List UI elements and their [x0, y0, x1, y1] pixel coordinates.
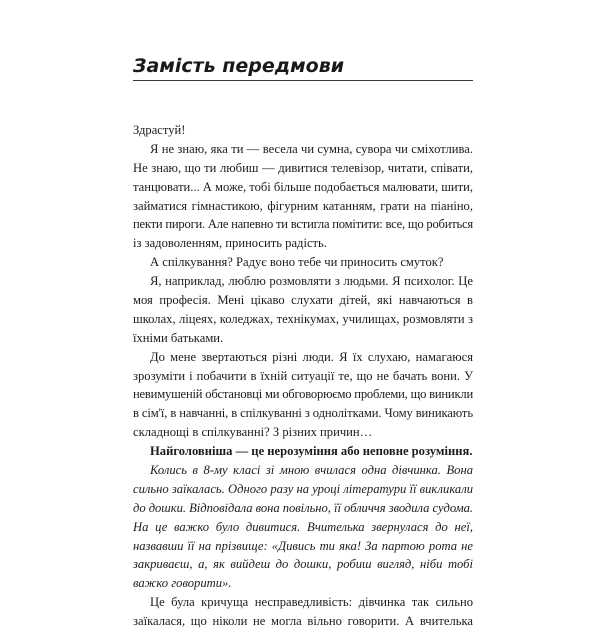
text-line: невимушеній обстановці ми обговорюємо проблеми, що виникли: [133, 387, 473, 402]
text-line: А спілкування? Радує воно тебе чи приносить смуток?: [150, 255, 444, 270]
text-line: Я не знаю, яка ти — весела чи сумна, сувора чи сміхотлива.: [150, 141, 473, 156]
text-line: школах, ліцеях, коледжах, технікумах, училищах, розмовляти з: [133, 311, 473, 326]
text-line: Я, наприклад, люблю розмовляти з людьми. Я психолог. Це: [150, 274, 473, 289]
text-line: моя професія. Мені цікаво слухати дітей, які навчаються в: [133, 293, 473, 308]
text-line: сильно заїкалась. Одного разу на уроці літератури її викликали: [133, 481, 473, 496]
paragraph: [133, 593, 473, 631]
text-line: Найголовніша — це нерозуміння або неповне розуміння.: [150, 444, 473, 459]
text-line: Не знаю, що ти любиш — дивитися телевізор, читати, співати,: [133, 160, 473, 175]
heading-underline: [133, 80, 473, 81]
paragraph: [133, 253, 473, 272]
text-line: зрозуміти і побачити в їхній ситуації те, що не бачать вони. У: [133, 368, 473, 383]
text-line: На це важко було дивитися. Вчителька звернулася до неї,: [133, 519, 473, 534]
page-body: [133, 121, 473, 631]
text-line: танцювати... А може, тобі більше подобається малювати, шити,: [133, 179, 473, 194]
text-line: Колись в 8-му класі зі мною вчилася одна дівчинка. Вона: [150, 463, 473, 478]
chapter-heading: Замість передмови: [133, 55, 345, 77]
text-line: закриваєш, а, як вийдеш до дошки, робиш вигляд, ніби тобі: [133, 557, 473, 572]
text-line: із задоволенням, приносить радість.: [133, 236, 327, 251]
paragraph: [133, 442, 473, 461]
text-line: Це була кричуща несправедливість: дівчинка так сильно: [150, 595, 473, 610]
text-line: займатися гімнастикою, фігурним катанням, грати на піаніно,: [133, 198, 473, 213]
paragraph: [133, 140, 473, 253]
paragraph: [133, 121, 473, 140]
text-line: пекти пироги. Але напевно ти встигла помітити: все, що робиться: [133, 217, 473, 232]
text-line: до дошки. Відповідала вона повільно, її обличчя зводила судома.: [133, 500, 473, 515]
text-line: заїкалася, що ніколи не могла вільно говорити. А вчителька: [133, 614, 473, 629]
text-line: Здрастуй!: [133, 123, 186, 137]
text-line: їхніми батьками.: [133, 330, 224, 345]
text-line: важко говорити».: [133, 576, 232, 591]
text-line: складнощі в спілкуванні? З різних причин…: [133, 425, 373, 440]
paragraph: [133, 461, 473, 593]
paragraph: [133, 272, 473, 348]
text-line: назвавши її на прізвище: «Дивись ти яка! За партою рота не: [133, 538, 473, 553]
text-line: До мене звертаються різні люди. Я їх слухаю, намагаюся: [150, 349, 473, 364]
text-line: в сім'ї, в навчанні, в спілкуванні з однолітками. Чому виникають: [133, 406, 473, 421]
paragraph: [133, 348, 473, 442]
